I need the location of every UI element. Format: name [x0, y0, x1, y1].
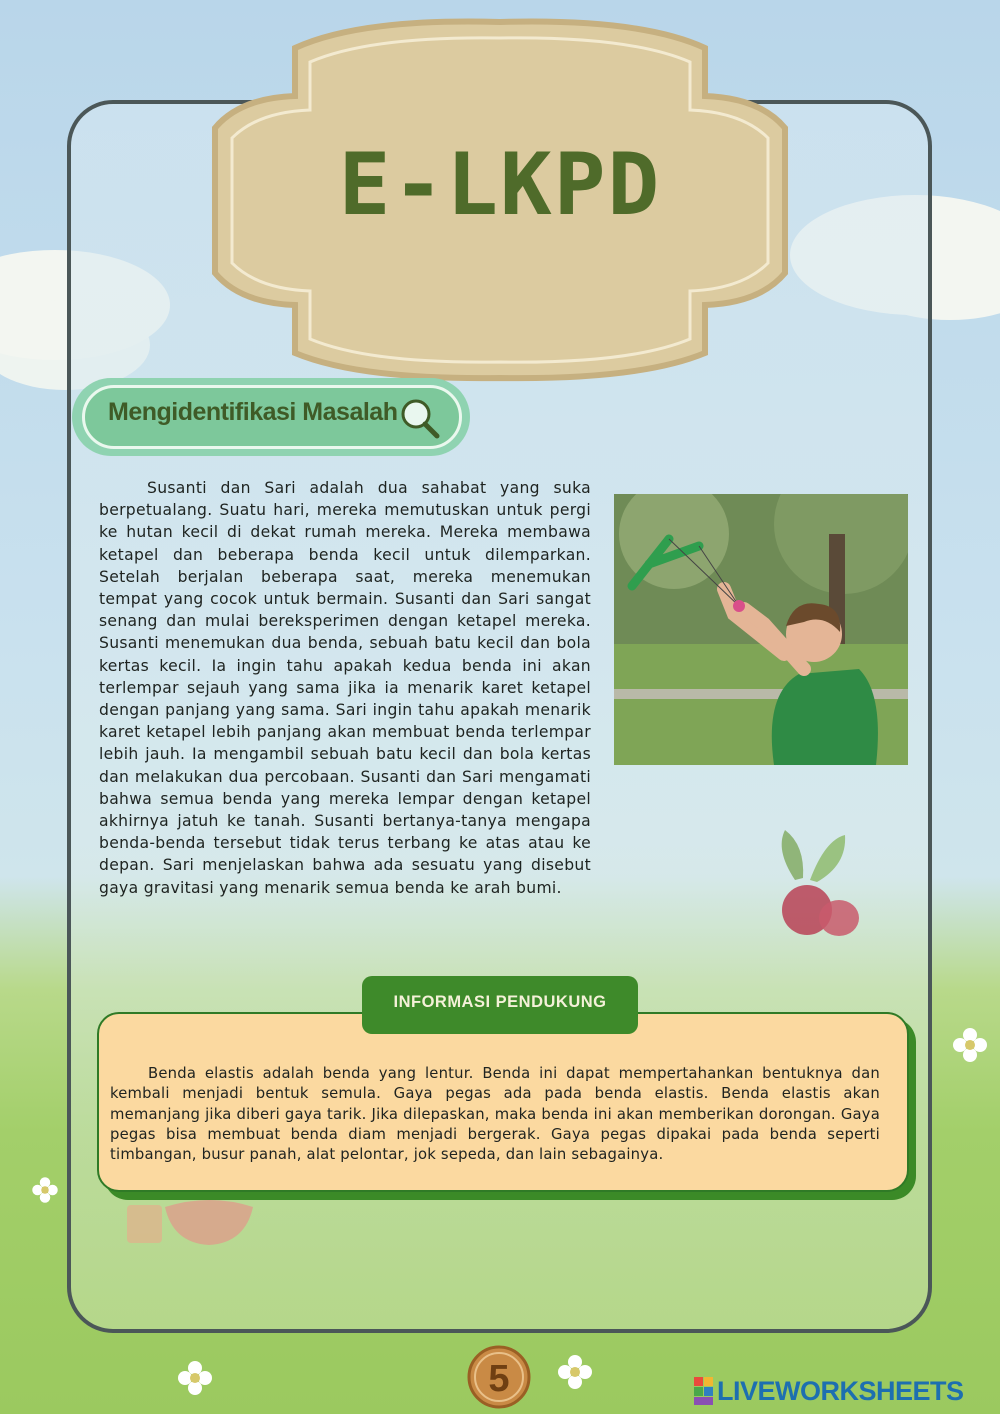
- story-paragraph: Susanti dan Sari adalah dua sahabat yang suka berpetualang. Suatu hari, mereka memutuskan untuk pergi ke hutan kecil di dekat rumah mereka. Mereka membawa ketapel dan beberapa benda kecil untuk dilemparkan. Setelah berjalan beberapa saat, mereka menemukan tempat yang cocok untuk bermain. Susanti dan Sari sangat senang dan mulai bereksperimen dengan ketapel mereka. Susanti menemukan dua benda, sebuah batu kecil dan bola kertas kecil. Ia ingin tahu apakah kedua benda ini akan terlempar sejauh yang sama jika ia menarik karet ketapel dengan panjang yang sama. Sari ingin tahu apakah menarik karet ketapel lebih panjang akan membuat benda terlempar lebih jauh. Ia mengambil sebuah batu kecil dan bola kertas dan melakukan dua percobaan. Susanti dan Sari mengamati bahwa semua benda yang mereka lempar dengan ketapel akhirnya jatuh ke tanah. Susanti bertanya-tanya mengapa benda-benda tersebut tidak terus terbang ke atas atau ke depan. Sari menjelaskan bahwa ada sesuatu yang disebut gaya gravitasi yang menarik semua benda ke arah bumi.: [99, 479, 591, 897]
- flower-decoration: [950, 1025, 990, 1065]
- flower-decoration: [175, 1358, 215, 1398]
- beet-decoration: [755, 820, 870, 950]
- liveworksheets-logo-icon: [694, 1377, 714, 1405]
- info-badge-label: INFORMASI PENDUKUNG: [393, 993, 607, 1011]
- flower-decoration: [30, 1175, 60, 1205]
- info-paragraph: Benda elastis adalah benda yang lentur. Benda ini dapat mempertahankan bentuknya dan kembali menjadi bentuk semula. Gaya pegas ada pada benda elastis. Benda elastis akan memanjang jika diberi gaya tarik. Jika dilepaskan, maka benda ini akan memberikan dorongan. Gaya pegas bisa membuat benda diam menjadi bergerak. Gaya pegas dipakai pada benda seperti timbangan, busur panah, alat pelontar, jok sepeda, dan lain sebagainya.: [110, 1065, 880, 1164]
- flower-decoration: [555, 1352, 595, 1392]
- slingshot-boy-photo: [614, 494, 908, 765]
- section-title: Mengidentifikasi Masalah: [108, 398, 398, 426]
- page-number-badge: [466, 1344, 532, 1410]
- bowl-decoration: [125, 1195, 260, 1250]
- page-title: E-LKPD: [338, 135, 662, 235]
- liveworksheets-brand[interactable]: LIVEWORKSHEETS: [717, 1376, 964, 1406]
- page-number: 5: [488, 1358, 510, 1400]
- search-icon: [398, 396, 442, 440]
